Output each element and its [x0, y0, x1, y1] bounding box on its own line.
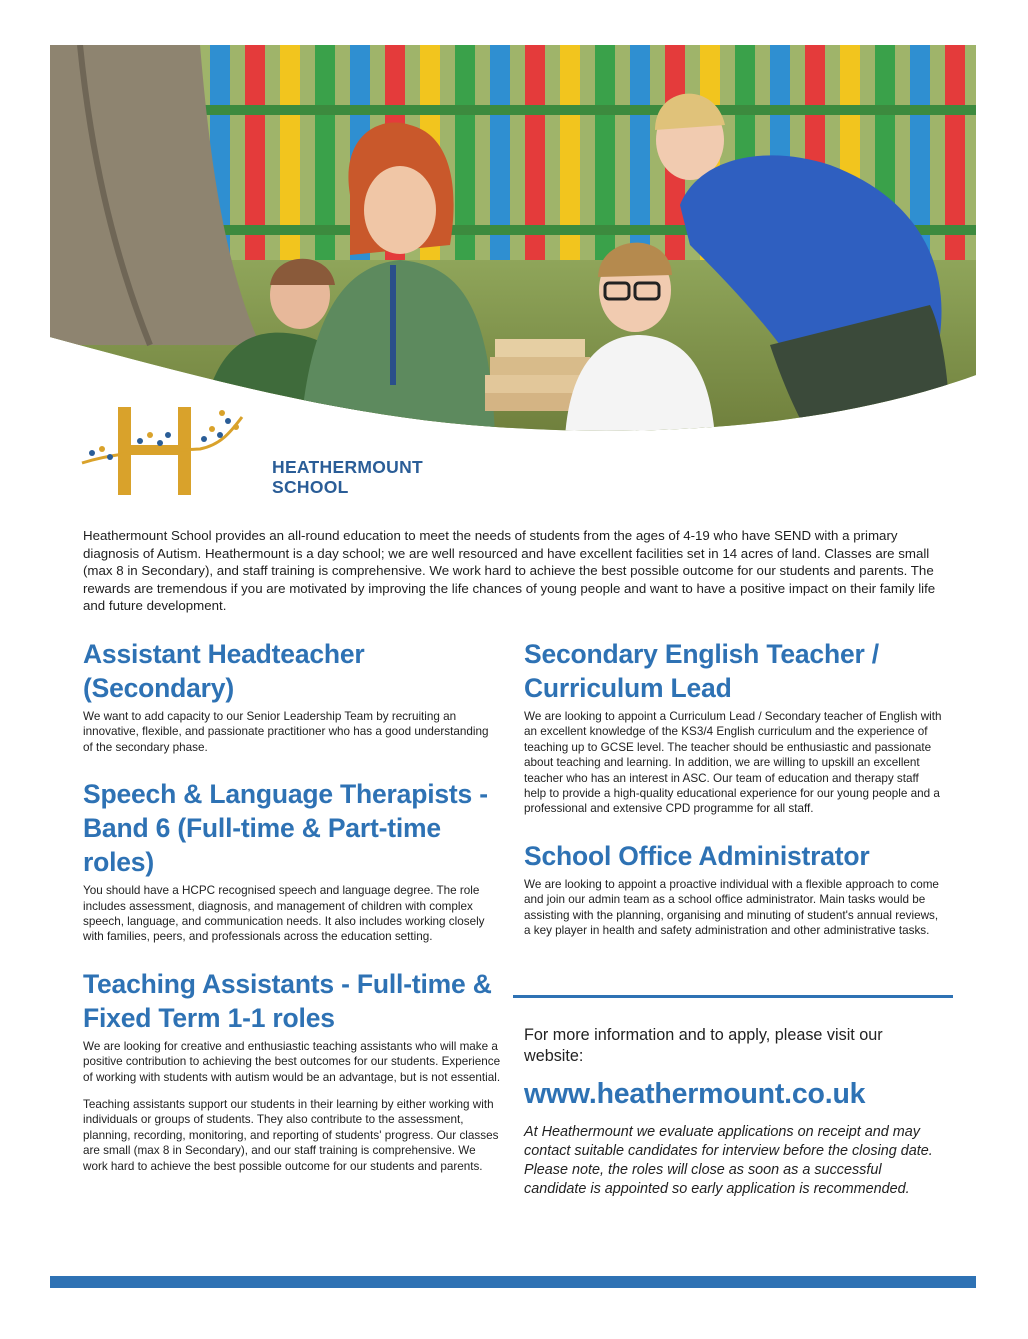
- application-note: At Heathermount we evaluate applications on receipt and may contact suitable candidates for interview before the closing date. Please note, the roles will close as soon as a successful candidate is appointed so early application is recommended.: [524, 1124, 933, 1197]
- job-title: Assistant Headteacher (Secondary): [83, 639, 365, 703]
- job-description: You should have a HCPC recognised speech and language degree. The role includes assessment, diagnosis, and management of children with complex speech, language, and communication needs. It also includes working closely with families, peers, and professionals across the education setting.: [83, 884, 485, 944]
- apply-text: For more information and to apply, please visit our website:: [524, 1026, 883, 1065]
- logo-h-mark-icon: [80, 405, 270, 497]
- logo-name-line2: SCHOOL: [272, 477, 349, 497]
- job-assistant-headteacher: [83, 637, 501, 755]
- job-office-administrator: [524, 839, 942, 939]
- job-description: We are looking to appoint a proactive individual with a flexible approach to come and join our admin team as a school office administrator. Main tasks would be assisting with the planning, organising and minuting of student's annual reviews, a key player in health and safety administration and other administrative tasks.: [524, 877, 939, 938]
- section-divider: [513, 995, 953, 998]
- job-title: Teaching Assistants - Full-time & Fixed Term 1-1 roles: [83, 968, 492, 1033]
- school-logo: [80, 405, 424, 497]
- hero-illustration: [50, 45, 976, 437]
- intro-paragraph: Heathermount School provides an all-round education to meet the needs of students from the ages of 4-19 who have SEND with a primary diagnosis of Autism. Heathermount is a day school; we are well resourced and have excellent facilities set in 14 acres of land. Classes are small (max 8 in Secondary), and staff training is comprehensive. We work hard to achieve the best possible outcome for our students and parents. The rewards are tremendous if you are motivated by improving the life chances of young people and want to have a positive impact on their family life and future development.: [83, 528, 936, 614]
- job-english-teacher: [524, 637, 942, 817]
- left-column: [83, 637, 501, 1174]
- website-link[interactable]: www.heathermount.co.uk: [524, 1078, 866, 1110]
- job-description: We are looking to appoint a Curriculum Lead / Secondary teacher of English with an excellent knowledge of the KS3/4 English curriculum and the experience of teaching up to GCSE level. The teacher should be enthusiastic and passionate about teaching and learning. In addition, we are willing to upskill an excellent teacher who has an interest in ASC. Our team of education and therapy staff help to provide a high-quality educational experience for our young people and a professional and extensive CPD programme for all staff.: [524, 710, 942, 816]
- job-title: Speech & Language Therapists - Band 6 (Full-time & Part-time roles): [83, 779, 488, 878]
- footer-bar: [50, 1276, 976, 1288]
- job-description: We are looking for creative and enthusiastic teaching assistants who will make a positive contribution to achieving the best outcomes for our students. Experience of working with students with autism would be an advantage, but is not essential.: [83, 1039, 501, 1084]
- job-title: Secondary English Teacher / Curriculum Lead: [524, 639, 879, 703]
- job-teaching-assistants: [83, 967, 501, 1174]
- job-speech-language-therapists: [83, 777, 501, 945]
- job-description-continued: Teaching assistants support our students in their learning by either working with individuals or groups of students. They also contribute to the assessment, planning, recording, monitoring, and reporting of students' progress. Our classes are small (max 8 in Secondary), and our staff training is comprehensive. We work hard to achieve the best possible outcome for our students and parents.: [83, 1098, 499, 1173]
- job-title: School Office Administrator: [524, 840, 870, 871]
- logo-name-line1: HEATHERMOUNT: [272, 457, 424, 477]
- right-column: [524, 637, 942, 938]
- apply-section: [524, 1025, 944, 1199]
- hero-photo: [50, 45, 976, 437]
- job-description: We want to add capacity to our Senior Leadership Team by recruiting an innovative, flexible, and passionate practitioner who has a good understanding of the secondary phase.: [83, 710, 489, 754]
